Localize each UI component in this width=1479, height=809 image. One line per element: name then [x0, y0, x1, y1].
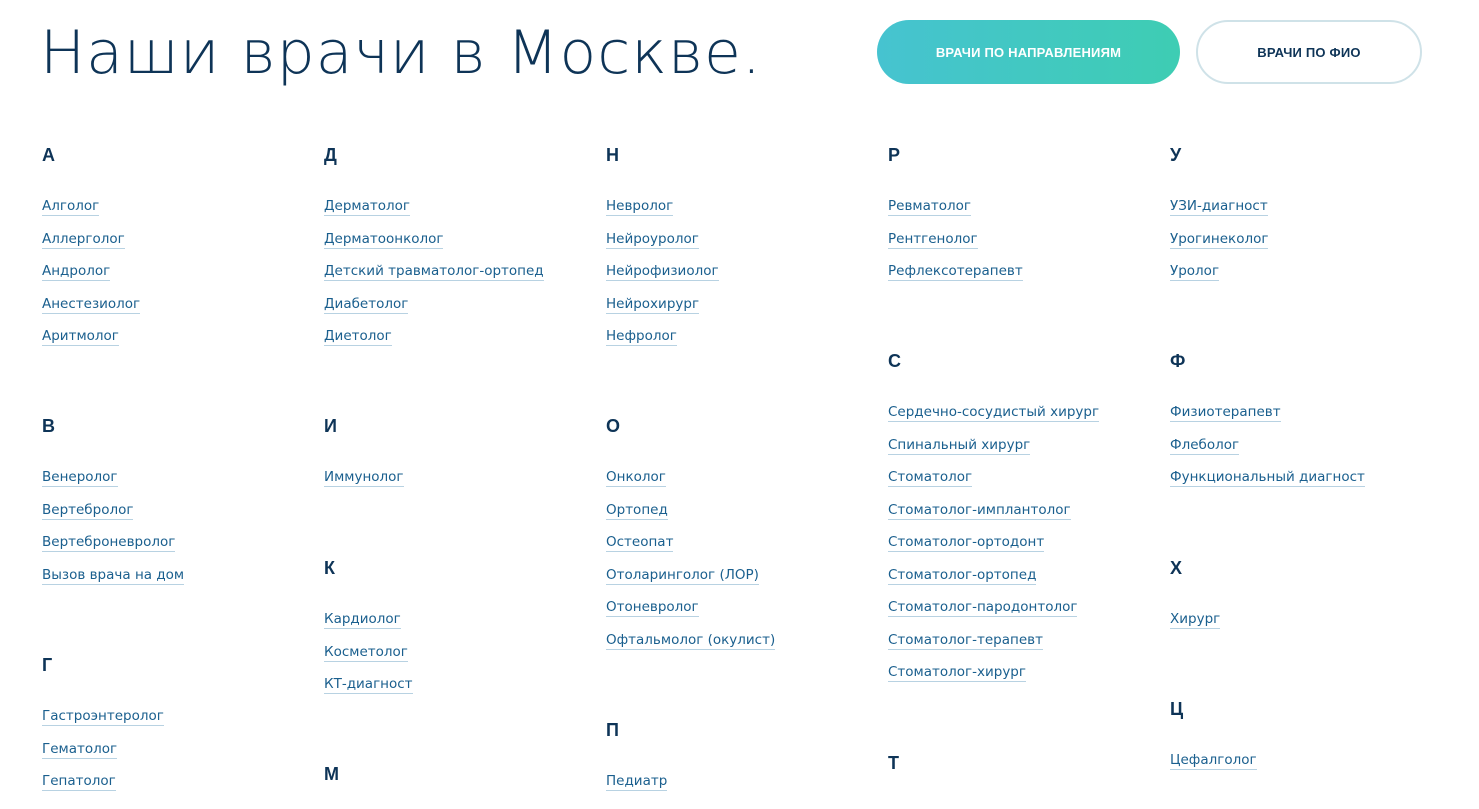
- specialty-list: [606, 190, 719, 353]
- specialty-link[interactable]: Нейрофизиолог: [606, 263, 719, 279]
- specialty-link[interactable]: Стоматолог-ортодонт: [888, 534, 1045, 550]
- specialty-list: [324, 461, 404, 494]
- specialty-link[interactable]: Уролог: [1170, 263, 1220, 279]
- specialty-list: [1170, 603, 1220, 636]
- list-item: [888, 624, 1099, 657]
- letter-group-v: [42, 415, 184, 591]
- specialty-link[interactable]: Онколог: [606, 469, 666, 485]
- specialty-link[interactable]: Спинальный хирург: [888, 436, 1031, 453]
- list-item: [324, 668, 413, 701]
- list-item: [606, 461, 775, 494]
- list-item: [606, 559, 775, 592]
- specialty-link[interactable]: Вертеброневролог: [42, 534, 176, 550]
- specialty-link[interactable]: Вертебролог: [42, 501, 134, 518]
- list-item: [606, 591, 775, 624]
- letter-group-d: [324, 144, 544, 353]
- list-item: [42, 255, 140, 288]
- letter-heading: Г: [42, 655, 53, 675]
- specialty-link[interactable]: Кардиолог: [324, 611, 401, 627]
- specialty-link[interactable]: Андролог: [42, 263, 111, 279]
- doctors-by-direction-button[interactable]: ВРАЧИ ПО НАПРАВЛЕНИЯМ: [877, 20, 1180, 84]
- specialty-link[interactable]: КТ-диагност: [324, 676, 413, 692]
- specialty-link[interactable]: Алголог: [42, 198, 100, 214]
- letter-group-h: [1170, 557, 1220, 636]
- letter-group-n: [606, 144, 719, 353]
- list-item: [888, 461, 1099, 494]
- specialty-link[interactable]: Рентгенолог: [888, 230, 978, 247]
- list-item: [42, 700, 164, 733]
- list-item: [606, 526, 775, 559]
- specialty-link[interactable]: Гематолог: [42, 740, 118, 757]
- letter-heading: Д: [324, 145, 337, 165]
- specialty-link[interactable]: Отоларинголог (ЛОР): [606, 566, 759, 583]
- letter-heading: Х: [1170, 558, 1183, 578]
- list-item: [606, 765, 667, 798]
- list-item: [324, 255, 544, 288]
- specialty-link[interactable]: Ортопед: [606, 501, 668, 518]
- letter-group-i: [324, 415, 404, 494]
- specialty-list: [1170, 396, 1365, 494]
- list-item: [324, 190, 544, 223]
- list-item: [888, 190, 1023, 223]
- specialty-link[interactable]: Диабетолог: [324, 295, 409, 312]
- list-item: [1170, 255, 1268, 288]
- specialty-link[interactable]: Стоматолог-пародонтолог: [888, 599, 1078, 615]
- list-item: [1170, 190, 1268, 223]
- list-item: [1170, 396, 1365, 429]
- specialty-link[interactable]: Вызов врача на дом: [42, 566, 185, 583]
- list-item: [888, 591, 1099, 624]
- list-item: [888, 656, 1099, 689]
- specialty-list: [606, 461, 775, 656]
- list-item: [42, 765, 164, 798]
- specialty-link[interactable]: Гепатолог: [42, 773, 116, 789]
- list-item: [324, 636, 413, 669]
- letter-group-f: [1170, 350, 1365, 494]
- list-item: [888, 429, 1099, 462]
- specialty-link[interactable]: Педиатр: [606, 773, 668, 789]
- list-item: [42, 320, 140, 353]
- list-item: [1170, 223, 1268, 256]
- specialty-link[interactable]: Стоматолог-ортопед: [888, 566, 1037, 583]
- list-item: [606, 255, 719, 288]
- list-item: [1170, 429, 1365, 462]
- specialty-link[interactable]: Хирург: [1170, 611, 1221, 627]
- list-item: [606, 494, 775, 527]
- list-item: [888, 559, 1099, 592]
- specialty-link[interactable]: Флеболог: [1170, 436, 1240, 453]
- specialty-link[interactable]: Дерматоонколог: [324, 230, 444, 247]
- list-item: [42, 494, 184, 527]
- specialty-link[interactable]: Стоматолог-имплантолог: [888, 501, 1071, 518]
- list-item: [606, 190, 719, 223]
- specialty-list: [1170, 744, 1257, 777]
- letter-heading: К: [324, 558, 335, 578]
- letter-heading: А: [42, 145, 55, 165]
- specialty-link[interactable]: Нейроуролог: [606, 230, 699, 247]
- specialty-link[interactable]: Невролог: [606, 198, 674, 214]
- doctors-by-name-button[interactable]: ВРАЧИ ПО ФИО: [1196, 20, 1422, 84]
- specialty-list: [888, 190, 1023, 288]
- list-item: [42, 288, 140, 321]
- letter-group-s: [888, 350, 1099, 689]
- letter-heading: И: [324, 416, 337, 436]
- list-item: [42, 526, 184, 559]
- letter-heading: Ц: [1170, 699, 1184, 719]
- list-item: [324, 603, 413, 636]
- list-item: [42, 733, 164, 766]
- specialty-link[interactable]: Отоневролог: [606, 599, 699, 615]
- specialty-link[interactable]: Гастроэнтеролог: [42, 708, 164, 724]
- list-item: [42, 190, 140, 223]
- list-item: [324, 223, 544, 256]
- specialty-link[interactable]: Остеопат: [606, 534, 674, 550]
- letter-heading: Т: [888, 753, 899, 773]
- list-item: [1170, 603, 1220, 636]
- letter-group-u: [1170, 144, 1268, 288]
- specialty-link[interactable]: Цефалголог: [1170, 752, 1257, 768]
- letter-group-o: [606, 415, 775, 656]
- letter-heading: Н: [606, 145, 619, 165]
- letter-group-p: [606, 719, 667, 798]
- specialty-link[interactable]: Аритмолог: [42, 328, 119, 344]
- list-item: [888, 396, 1099, 429]
- specialty-link[interactable]: Офтальмолог (окулист): [606, 631, 776, 648]
- specialty-list: [324, 603, 413, 701]
- list-item: [606, 288, 719, 321]
- list-item: [888, 255, 1023, 288]
- letter-heading: В: [42, 416, 55, 436]
- list-item: [324, 320, 544, 353]
- letter-group-r: [888, 144, 1023, 288]
- letter-group-k: [324, 557, 413, 701]
- specialty-link[interactable]: Диетолог: [324, 328, 392, 344]
- specialty-list: [606, 765, 667, 798]
- specialty-link[interactable]: Косметолог: [324, 643, 408, 660]
- specialty-link[interactable]: Урогинеколог: [1170, 230, 1269, 247]
- specialty-link[interactable]: Физиотерапевт: [1170, 404, 1281, 420]
- list-item: [1170, 744, 1257, 777]
- letter-heading: М: [324, 764, 339, 784]
- list-item: [324, 288, 544, 321]
- letter-group-g: [42, 654, 164, 798]
- letter-heading: С: [888, 351, 901, 371]
- list-item: [324, 461, 404, 494]
- specialty-link[interactable]: Дерматолог: [324, 198, 410, 214]
- specialty-link[interactable]: Нейрохирург: [606, 295, 700, 312]
- specialty-list: [324, 190, 544, 353]
- specialty-link[interactable]: Анестезиолог: [42, 295, 141, 312]
- specialty-link[interactable]: Рефлексотерапевт: [888, 263, 1023, 279]
- specialty-list: [42, 190, 140, 353]
- list-item: [606, 624, 775, 657]
- letter-heading: О: [606, 416, 621, 436]
- specialty-link[interactable]: Нефролог: [606, 328, 677, 344]
- letter-heading: Р: [888, 145, 901, 165]
- list-item: [1170, 461, 1365, 494]
- specialty-list: [1170, 190, 1268, 288]
- letter-heading: Ф: [1170, 351, 1186, 371]
- specialty-link[interactable]: Стоматолог: [888, 469, 973, 485]
- specialty-link[interactable]: Стоматолог-терапевт: [888, 631, 1043, 648]
- list-item: [888, 526, 1099, 559]
- letter-heading: П: [606, 720, 619, 740]
- letter-group-m: [324, 763, 339, 809]
- specialty-link[interactable]: Ревматолог: [888, 198, 971, 214]
- specialty-link[interactable]: УЗИ-диагност: [1170, 198, 1268, 214]
- specialty-link[interactable]: Венеролог: [42, 469, 118, 485]
- specialty-list: [42, 700, 164, 798]
- specialty-list: [42, 461, 184, 591]
- letter-group-a: [42, 144, 140, 353]
- list-item: [606, 320, 719, 353]
- specialty-link[interactable]: Функциональный диагност: [1170, 469, 1365, 485]
- list-item: [888, 494, 1099, 527]
- letter-heading: У: [1170, 145, 1182, 165]
- list-item: [42, 559, 184, 592]
- specialty-link[interactable]: Аллерголог: [42, 230, 125, 247]
- specialty-link[interactable]: Иммунолог: [324, 469, 404, 485]
- specialty-link[interactable]: Детский травматолог-ортопед: [324, 263, 544, 279]
- list-item: [42, 461, 184, 494]
- letter-group-c: [1170, 698, 1257, 777]
- letter-group-t: [888, 752, 899, 798]
- specialty-link[interactable]: Сердечно-сосудистый хирург: [888, 404, 1100, 420]
- list-item: [606, 223, 719, 256]
- specialty-link[interactable]: Стоматолог-хирург: [888, 664, 1026, 680]
- list-item: [42, 223, 140, 256]
- page-title: Наши врачи в Москве.: [40, 18, 762, 88]
- list-item: [888, 223, 1023, 256]
- specialty-list: [888, 396, 1099, 689]
